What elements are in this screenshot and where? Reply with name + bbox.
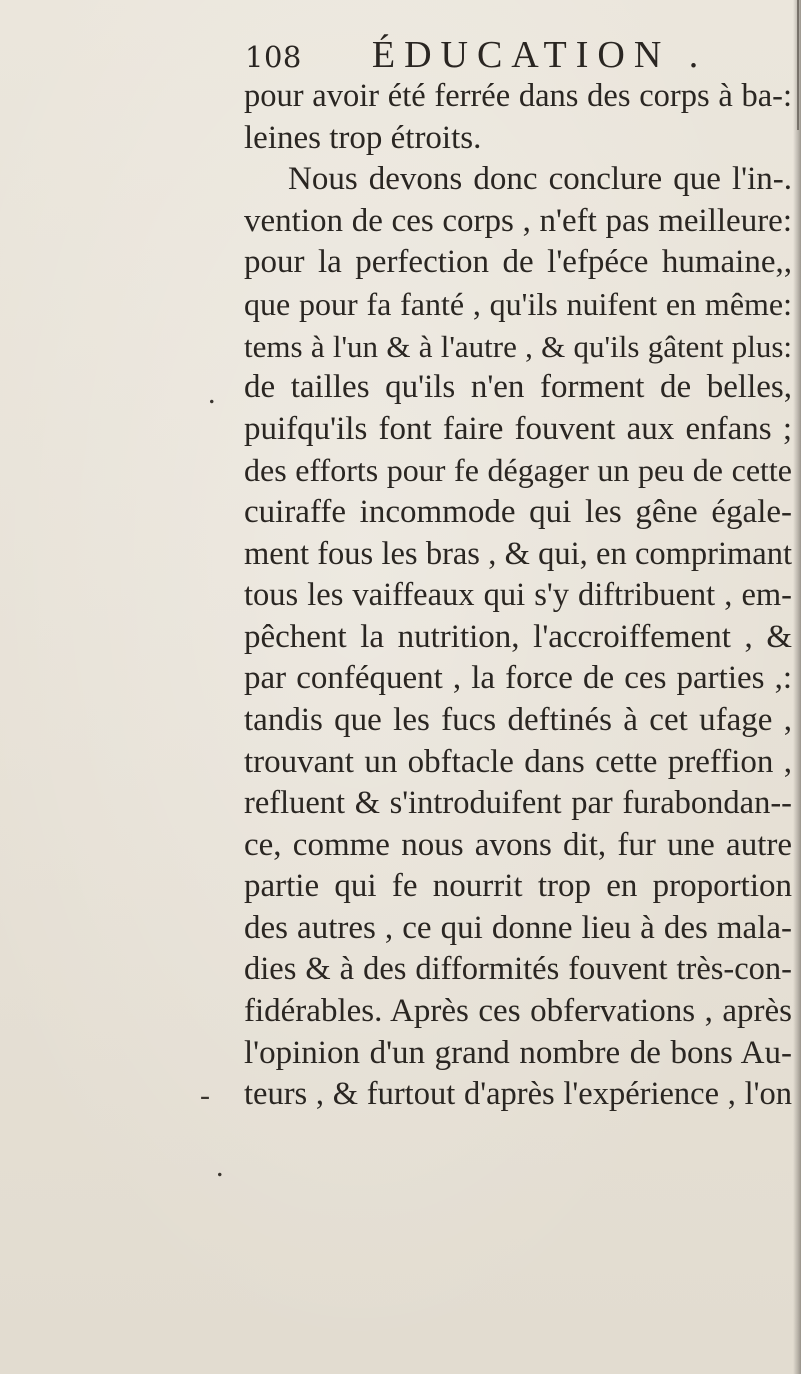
margin-mark: . — [208, 377, 216, 410]
text-line: cuiraffe incommode qui les gêne égale- — [244, 493, 792, 530]
text-line: fidérables. Après ces obfervations , après — [244, 993, 792, 1030]
body-text — [244, 76, 792, 1116]
text-line: partie qui fe nourrit trop en proportion — [244, 868, 792, 905]
text-line: teurs , & furtout d'après l'expérience , l'on — [244, 1076, 792, 1113]
running-title: ÉDUCATION . — [371, 34, 708, 76]
text-line: dies & à des difformités fouvent très-con- — [244, 951, 792, 988]
text-line: ment fous les bras , & qui, en comprimant — [244, 535, 792, 572]
text-line: pour avoir été ferrée dans des corps à ba-: — [244, 78, 792, 114]
margin-mark: - — [200, 1079, 210, 1112]
text-line: tous les vaiffeaux qui s'y diftribuent , em- — [244, 577, 792, 614]
text-line: leines trop étroits. — [244, 119, 482, 156]
text-line: des efforts pour fe dégager un peu de cette — [244, 452, 792, 489]
text-line: de tailles qu'ils n'en forment de belles, — [244, 369, 792, 406]
text-line: puifqu'ils font faire fouvent aux enfans ; — [244, 410, 792, 447]
text-line: tandis que les fucs deftinés à cet ufage , — [244, 701, 792, 738]
text-line: trouvant un obftacle dans cette preffion , — [244, 743, 792, 780]
page-edge-shadow — [793, 0, 801, 1374]
page-number: 108 — [245, 40, 302, 74]
text-line: que pour fa fanté , qu'ils nuifent en même: — [244, 285, 792, 322]
text-line: vention de ces corps , n'eft pas meilleure: — [244, 202, 792, 239]
text-line: refluent & s'introduifent par furabondan-- — [244, 785, 792, 822]
text-line: pour la perfection de l'efpéce humaine,, — [244, 244, 792, 281]
text-line: l'opinion d'un grand nombre de bons Au- — [244, 1034, 792, 1071]
text-line: pêchent la nutrition, l'accroiffement , & — [244, 618, 792, 655]
text-line: tems à l'un & à l'autre , & qu'ils gâtent plus: — [244, 328, 792, 364]
text-line: ce, comme nous avons dit, fur une autre — [244, 826, 792, 863]
text-line: par conféquent , la force de ces parties ,: — [244, 660, 792, 697]
text-line: Nous devons donc conclure que l'in-. — [288, 161, 792, 198]
text-line: des autres , ce qui donne lieu à des mala- — [244, 909, 792, 946]
running-head — [245, 30, 707, 80]
margin-mark: . — [216, 1150, 224, 1183]
